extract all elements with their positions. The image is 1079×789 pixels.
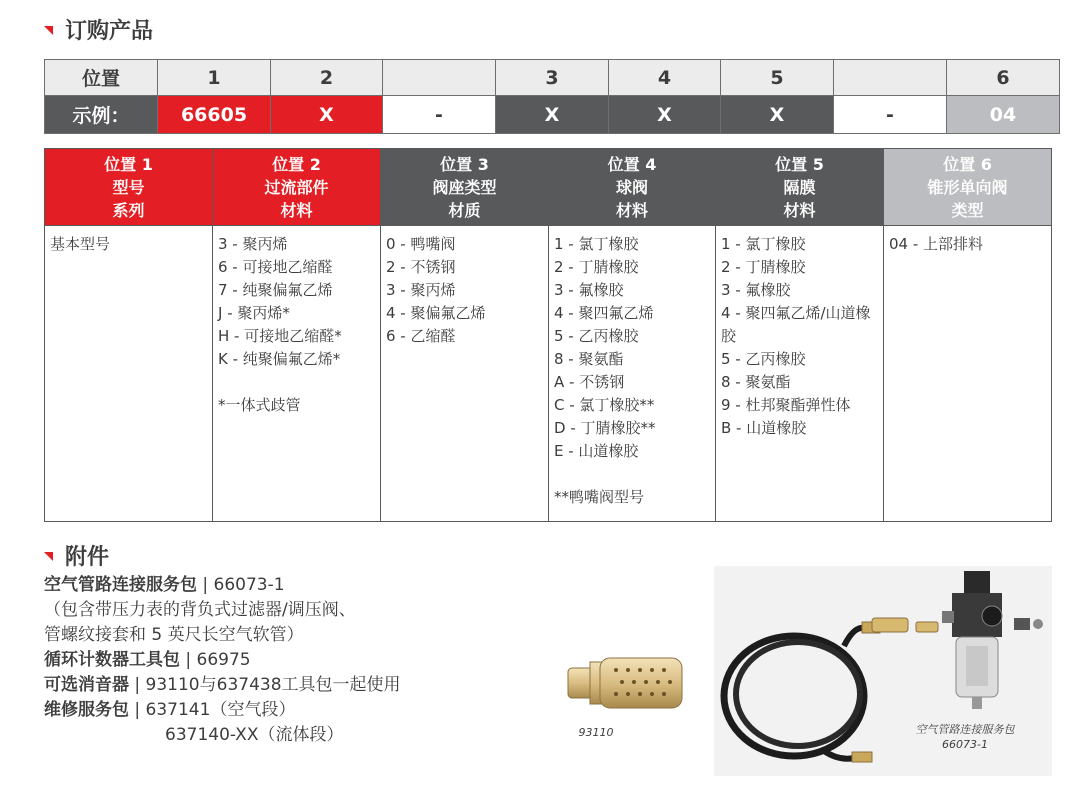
option-item: 4 - 聚四氟乙烯 [554, 304, 654, 322]
accessories-heading [44, 540, 109, 571]
option-item: 8 - 聚氨酯 [721, 373, 791, 391]
option-item: 3 - 聚丙烯 [218, 235, 288, 253]
option-item: K - 纯聚偏氟乙烯* [218, 350, 341, 368]
option-note: **鸭嘴阀型号 [554, 488, 645, 506]
option-item: 9 - 杜邦聚酯弹性体 [721, 396, 851, 414]
option-item: D - 丁腈橡胶** [554, 419, 656, 437]
accessory-code: 66975 [196, 650, 251, 670]
col-ball-material [549, 226, 716, 522]
option-item: C - 氯丁橡胶** [554, 396, 655, 414]
example-cell: X [271, 96, 383, 134]
option-item: 3 - 聚丙烯 [386, 281, 456, 299]
accessories-list [44, 573, 401, 748]
option-item: 6 - 可接地乙缩醛 [218, 258, 333, 276]
header-position-6: 位置 6 锥形单向阀 类型 [884, 149, 1052, 226]
red-triangle-icon [44, 552, 53, 561]
accessory-name: 可选消音器 [44, 675, 129, 695]
option-item: 2 - 丁腈橡胶 [554, 258, 639, 276]
option-item: 5 - 乙丙橡胶 [554, 327, 639, 345]
header-position-3: 位置 3 阀座类型 材质 [381, 149, 549, 226]
example-row [45, 96, 1060, 134]
option-item: H - 可接地乙缩醛* [218, 327, 342, 345]
option-item: 4 - 聚偏氟乙烯 [386, 304, 486, 322]
col-check-valve-type [884, 226, 1052, 522]
accessory-name: 空气管路连接服务包 [44, 575, 197, 595]
option-note: *一体式歧管 [218, 396, 301, 414]
position-row [45, 60, 1060, 96]
accessory-desc: 管螺纹接套和 5 英尺长空气软管） [44, 625, 304, 645]
accessory-code: 93110与637438工具包一起使用 [145, 675, 401, 695]
header-position-1: 位置 1 型号 系列 [45, 149, 213, 226]
position-table [44, 59, 1060, 134]
option-item: 1 - 氯丁橡胶 [721, 235, 806, 253]
muffler-image [560, 640, 710, 720]
option-item: J - 聚丙烯* [218, 304, 290, 322]
accessory-desc: （包含带压力表的背负式过滤器/调压阀、 [44, 600, 356, 620]
option-item: 3 - 氟橡胶 [721, 281, 791, 299]
options-table [44, 148, 1052, 522]
example-label: 示例： [45, 96, 158, 134]
options-body-row [45, 226, 1052, 522]
accessory-item: 维修服务包 | 637141（空气段） [44, 700, 296, 720]
airline-kit-caption: 空气管路连接服务包 66073-1 [915, 723, 1015, 751]
example-cell: - [834, 96, 947, 134]
option-item: 4 - 聚四氟乙烯/山道橡胶 [721, 304, 871, 345]
order-heading [44, 14, 153, 45]
accessory-code: 637141（空气段） [145, 700, 296, 720]
option-item: E - 山道橡胶 [554, 442, 639, 460]
header-position-5: 位置 5 隔膜 材料 [716, 149, 884, 226]
accessory-item: 循环计数器工具包 | 66975 [44, 650, 251, 670]
red-triangle-icon [44, 26, 53, 35]
example-cell: 66605 [158, 96, 271, 134]
accessory-code: 66073-1 [213, 575, 285, 595]
option-item: 2 - 丁腈橡胶 [721, 258, 806, 276]
position-cell: 6 [947, 60, 1060, 96]
accessory-code: 637140-XX（流体段） [165, 725, 344, 745]
header-position-2: 位置 2 过流部件 材料 [213, 149, 381, 226]
position-cell: 2 [271, 60, 383, 96]
option-item: 5 - 乙丙橡胶 [721, 350, 806, 368]
position-cell: 1 [158, 60, 271, 96]
order-title: 订购产品 [65, 19, 154, 44]
col-wetted-material [213, 226, 381, 522]
example-cell: X [721, 96, 834, 134]
option-item: 6 - 乙缩醛 [386, 327, 456, 345]
col-diaphragm-material [716, 226, 884, 522]
options-header-row [45, 149, 1052, 226]
option-item: A - 不锈钢 [554, 373, 625, 391]
option-item: 3 - 氟橡胶 [554, 281, 624, 299]
accessory-item: 可选消音器 | 93110与637438工具包一起使用 [44, 675, 401, 695]
accessory-name: 维修服务包 [44, 700, 129, 720]
col-seat-type [381, 226, 549, 522]
example-cell: 04 [947, 96, 1060, 134]
option-item: 7 - 纯聚偏氟乙烯 [218, 281, 333, 299]
option-item: 1 - 氯丁橡胶 [554, 235, 639, 253]
example-cell: X [496, 96, 609, 134]
option-item: 基本型号 [50, 235, 111, 253]
option-item: 04 - 上部排料 [889, 235, 984, 253]
option-item: B - 山道橡胶 [721, 419, 807, 437]
example-cell: - [383, 96, 496, 134]
col-model [45, 226, 213, 522]
example-cell: X [609, 96, 721, 134]
muffler-caption: 93110 [578, 726, 614, 739]
position-cell: 5 [721, 60, 834, 96]
position-cell: 4 [609, 60, 721, 96]
position-label: 位置 [45, 60, 158, 96]
header-position-4: 位置 4 球阀 材料 [549, 149, 716, 226]
position-cell [383, 60, 496, 96]
option-item: 0 - 鸭嘴阀 [386, 235, 456, 253]
accessory-item: 空气管路连接服务包 | 66073-1 [44, 575, 285, 595]
option-item: 2 - 不锈钢 [386, 258, 456, 276]
option-item: 8 - 聚氨酯 [554, 350, 624, 368]
accessory-name: 循环计数器工具包 [44, 650, 180, 670]
position-cell [834, 60, 947, 96]
accessories-title: 附件 [65, 545, 110, 570]
position-cell: 3 [496, 60, 609, 96]
